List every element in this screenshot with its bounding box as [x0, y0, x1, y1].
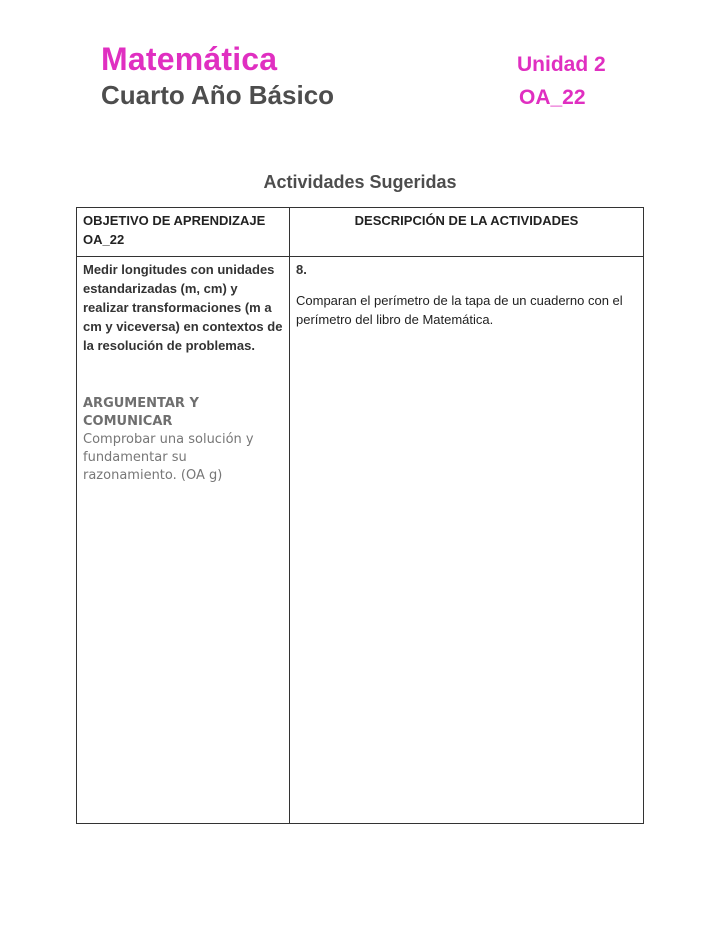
activity-number: 8.	[296, 262, 307, 277]
objective-header-line2: OA_22	[83, 232, 125, 247]
oa-label: OA_22	[519, 86, 586, 109]
subject-title: Matemática	[101, 41, 278, 77]
activity-cell	[290, 257, 644, 824]
section-title: Actividades Sugeridas	[263, 172, 457, 192]
activities-table	[76, 207, 644, 824]
objective-column-header	[77, 208, 290, 257]
unit-label: Unidad 2	[517, 53, 606, 76]
table-row	[77, 257, 644, 824]
grade-title: Cuarto Año Básico	[101, 80, 335, 110]
description-column-header: DESCRIPCIÓN DE LA ACTIVIDADES	[290, 208, 644, 257]
objective-header-line1: OBJETIVO DE APRENDIZAJE	[83, 213, 266, 228]
skill-text: Comprobar una solución y fundamentar su razonamiento. (OA g)	[83, 432, 254, 483]
table-header-row	[77, 208, 644, 257]
objective-text: Medir longitudes con unidades estandarizadas (m, cm) y realizar transformaciones (m a cm y viceversa) en contextos de la resolución de problemas.	[83, 262, 283, 353]
objective-cell	[77, 257, 290, 824]
skill-title: ARGUMENTAR Y COMUNICAR	[83, 396, 199, 429]
activity-text: Comparan el perímetro de la tapa de un cuaderno con el perímetro del libro de Matemática.	[296, 293, 623, 327]
skill-block	[83, 395, 283, 485]
